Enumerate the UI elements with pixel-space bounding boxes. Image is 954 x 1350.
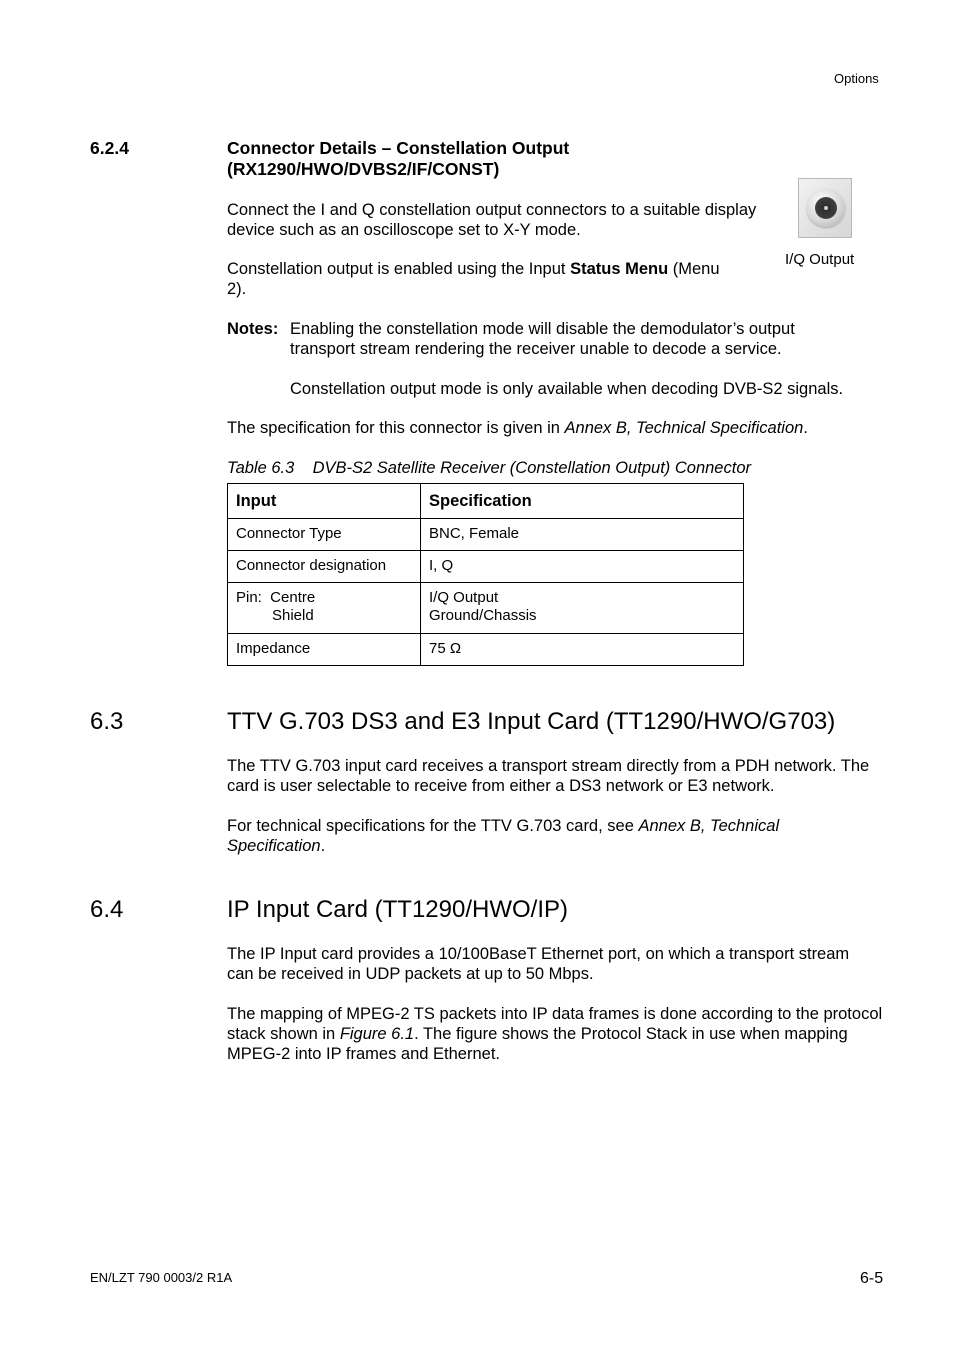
section-title: TTV G.703 DS3 and E3 Input Card (TT1290/HWO/G703) [227,708,836,735]
subsection-title-line1: Connector Details – Constellation Output [227,138,570,158]
cell-input: Connector designation [228,551,421,583]
note-2: Constellation output mode is only available when decoding DVB-S2 signals. [290,380,844,398]
cell-spec: 75 Ω [421,634,744,666]
table-header-row [228,484,744,519]
annex-reference: Annex B, Technical Specification [564,419,804,437]
column-header-specification: Specification [421,484,744,519]
cell-input [228,583,421,634]
para-text: Constellation output is enabled using the Input [227,260,571,278]
paragraph-connect: Connect the I and Q constellation output connectors to a suitable display device such as an oscilloscope set to X-Y mode. [227,201,757,239]
cell-spec [421,583,744,634]
cell-input-line2: Shield [272,607,314,624]
cell-input-line1: Pin: Centre [236,589,316,606]
para-text: The mapping of MPEG-2 TS packets into IP data frames is done according to the protocol stack shown in [227,1005,883,1043]
paragraph-ip-mapping [227,1004,897,1064]
para-text: . The figure shows the Protocol Stack in use when mapping MPEG-2 into IP frames and Ethernet. [227,1025,848,1063]
subsection-number: 6.2.4 [90,138,129,158]
para-text: The specification for this connector is given in [227,419,565,437]
cell-spec: BNC, Female [421,519,744,551]
para-text: . [803,419,808,437]
image-caption: I/Q Output [785,251,855,268]
table-row [228,519,744,551]
annex-reference: Annex B, Technical Specification [227,817,780,855]
cell-input: Impedance [228,634,421,666]
notes-label: Notes: [227,320,279,338]
section-title: IP Input Card (TT1290/HWO/IP) [227,896,569,923]
note-1: Enabling the constellation mode will disable the demodulator’s output transport stream rendering the receiver unable to decode a service. [290,320,795,358]
page-number: 6-5 [860,1270,884,1287]
connector-pin [824,206,828,210]
table-caption: Table 6.3 DVB-S2 Satellite Receiver (Constellation Output) Connector [227,459,751,477]
running-header: Options [834,71,879,86]
paragraph-g703: The TTV G.703 input card receives a transport stream directly from a PDH network. The card is user selectable to receive from either a DS3 network or E3 network. [227,757,870,795]
cell-spec-line1: I/Q Output [429,589,499,606]
para-text: . [320,837,326,855]
cell-spec: I, Q [421,551,744,583]
table-row [228,634,744,666]
cell-input: Connector Type [228,519,421,551]
paragraph-g703-spec [227,816,847,856]
status-menu-term: Status Menu [570,260,669,278]
table-row [228,583,744,634]
subsection-title-line2: (RX1290/HWO/DVBS2/IF/CONST) [227,159,500,179]
paragraph-enabled [227,259,727,299]
section-number: 6.3 [90,708,124,735]
connector-ring [807,189,845,227]
bnc-connector-image [798,178,852,238]
subsection-title [227,138,787,180]
cell-spec-line2: Ground/Chassis [429,607,537,624]
column-header-input: Input [228,484,421,519]
table-row [228,551,744,583]
section-number: 6.4 [90,896,124,923]
paragraph-spec-reference [227,418,907,438]
connector-spec-table [227,483,744,666]
para-text: For technical specifications for the TTV G.703 card, see [227,817,639,835]
paragraph-ip-card: The IP Input card provides a 10/100BaseT Ethernet port, on which a transport stream can be received in UDP packets at up to 50 Mbps. [227,945,850,983]
para-text: (Menu 2). [227,260,720,298]
connector-socket [815,197,837,219]
figure-reference: Figure 6.1 [339,1025,415,1043]
footer-doc-ref: EN/LZT 790 0003/2 R1A [90,1270,233,1285]
